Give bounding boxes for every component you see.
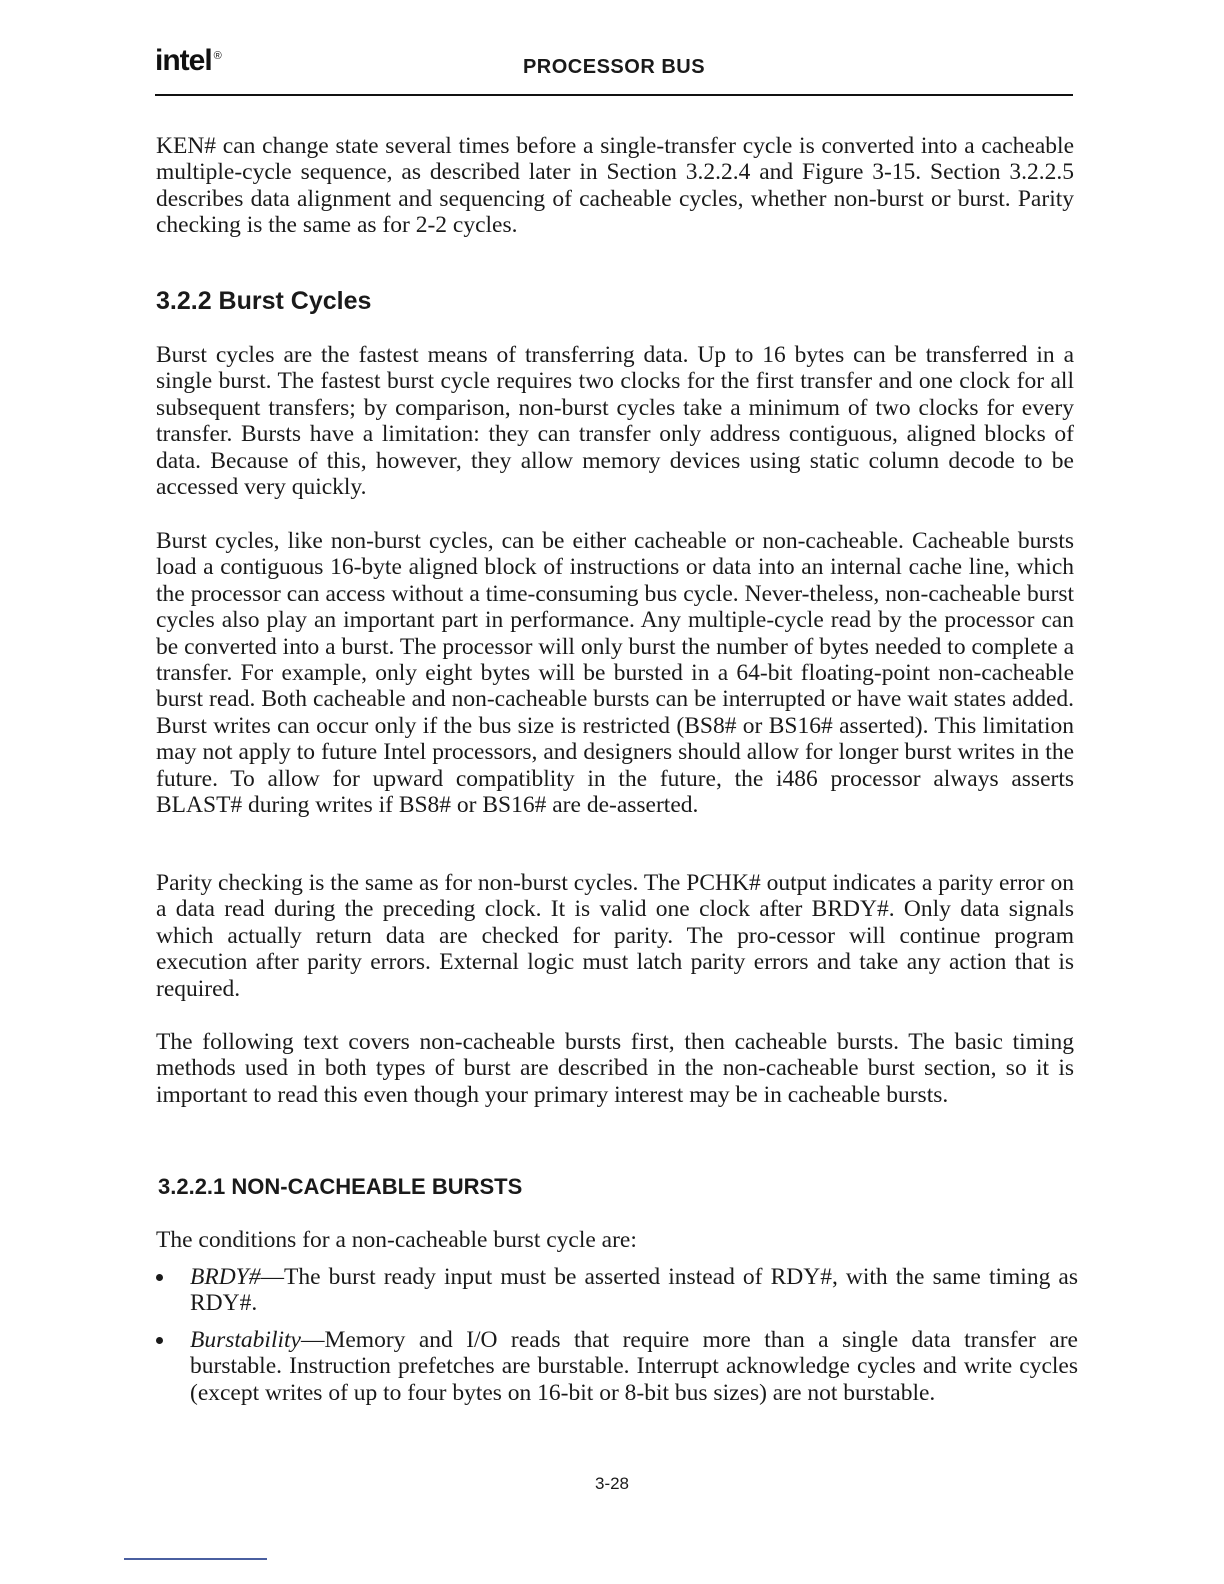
registered-mark: ® [213,50,221,62]
bullet-term: Burstability [190,1326,301,1353]
logo-text: intel [155,44,212,77]
bullet-list [156,1264,1078,1416]
intro-paragraph [156,133,1074,239]
section-paragraph-2 [156,528,1074,818]
bullet-text: —Memory and I/O reads that require more than a single data transfer are burstable. Instruction prefetches are burstable. Interrupt acknowledge cycles and write cycles (except writes of up to four bytes on 16-bit or 8-bit bus sizes) are not burstable. [190,1326,1078,1406]
paragraph: Burst cycles, like non-burst cycles, can be either cacheable or non-cacheable. Cacheable bursts load a contiguous 16-byte aligned block of instructions or data into an internal cache line, which the processor can access without a time-consuming bus cycle. Never-theless, non-cacheable burst cycles also play an important part in performance. Any multiple-cycle read by the processor can be converted into a burst. The processor will only burst the number of bytes needed to complete a transfer. For example, only eight bytes will be bursted in a 64-bit floating-point non-cacheable burst read. Both cacheable and non-cacheable bursts can be interrupted or have wait states added. Burst writes can occur only if the bus size is restricted (BS8# or BS16# asserted). This limitation may not apply to future Intel processors, and designers should allow for longer burst writes in the future. To allow for upward compatiblity in the future, the i486 processor always asserts BLAST# during writes if BS8# or BS16# are de-asserted. [156,528,1074,819]
subsection-heading: 3.2.2.1 NON-CACHEABLE BURSTS [158,1174,523,1199]
running-title: PROCESSOR BUS [522,56,706,78]
paragraph: KEN# can change state several times before a single-transfer cycle is converted into a cacheable multiple-cycle sequence, as described later in Section 3.2.2.4 and Figure 3-15. Section 3.2.2.5 describes data alignment and sequencing of cacheable cycles, whether non-burst or burst. Parity checking is the same as for 2-2 cycles. [156,133,1074,239]
page-number: 3-28 [594,1474,630,1493]
footer-rule [124,1558,267,1560]
paragraph: Burst cycles are the fastest means of transferring data. Up to 16 bytes can be transferred in a single burst. The fastest burst cycle requires two clocks for the first transfer and one clock for all subsequent transfers; by comparison, non-burst cycles take a minimum of two clocks for every transfer. Bursts have a limitation: they can transfer only address contiguous, aligned blocks of data. Because of this, however, they allow memory devices using static column decode to be accessed very quickly. [156,342,1074,501]
bullet-text: —The burst ready input must be asserted instead of RDY#, with the same timing as RDY#. [190,1264,1078,1317]
bullet-dot-icon [156,1274,163,1281]
section-paragraph-3 [156,870,1074,1002]
paragraph: The following text covers non-cacheable bursts first, then cacheable bursts. The basic timing methods used in both types of burst are described in the non-cacheable burst section, so it is important to read this even though your primary interest may be in cacheable bursts. [156,1029,1074,1108]
bullet-term: BRDY# [190,1264,261,1290]
bullet-item [156,1327,1078,1406]
subsection-lead [156,1227,1074,1253]
page-header [155,40,1073,96]
section-heading: 3.2.2 Burst Cycles [156,287,372,315]
section-paragraph-4 [156,1029,1074,1108]
paragraph: Parity checking is the same as for non-burst cycles. The PCHK# output indicates a parity error on a data read during the preceding clock. It is valid one clock after BRDY#. Only data signals which actually return data are checked for parity. The pro-cessor will continue program execution after parity errors. External logic must latch parity errors and take any action that is required. [156,870,1074,1002]
bullet-dot-icon [156,1337,163,1344]
bullet-item [156,1264,1078,1317]
section-paragraph-1 [156,342,1074,500]
paragraph: The conditions for a non-cacheable burst cycle are: [156,1227,637,1253]
